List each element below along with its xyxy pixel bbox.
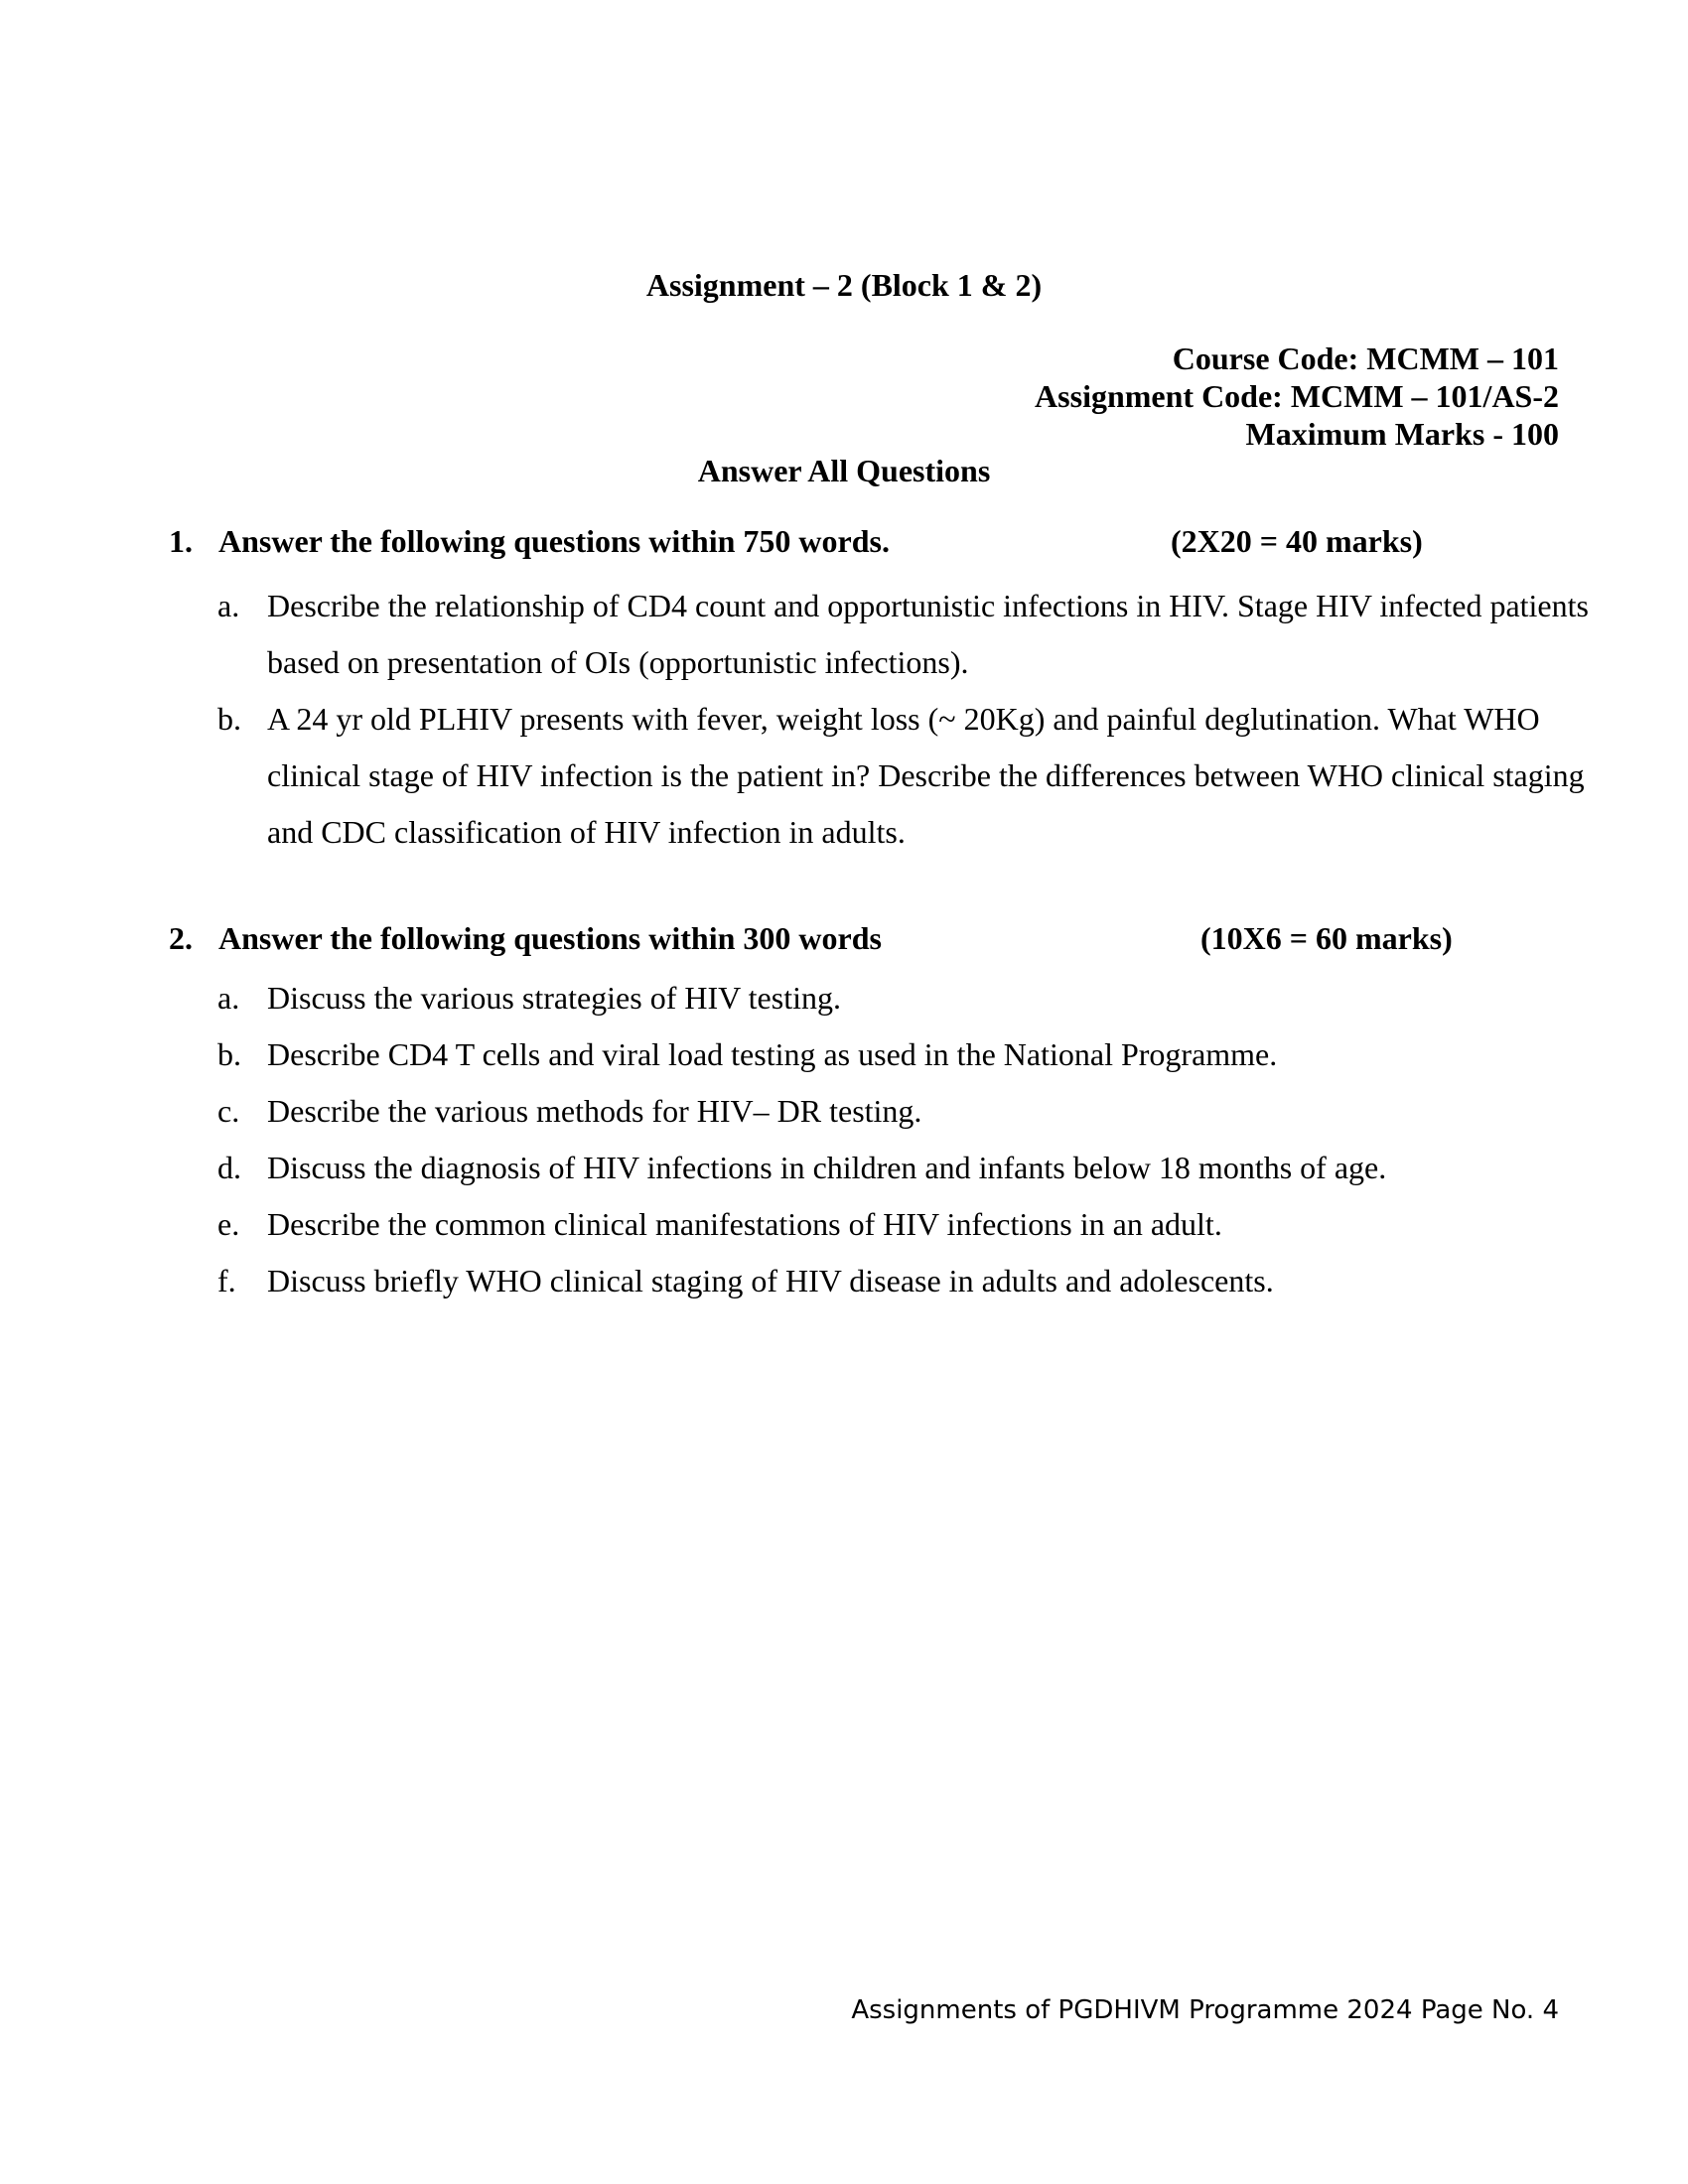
subquestion-letter: c.: [217, 1093, 240, 1129]
subquestion-letter: b.: [217, 701, 241, 737]
list-item: [169, 1196, 1618, 1253]
question-2-heading: [169, 918, 1559, 958]
question-2-marks: (10X6 = 60 marks): [1200, 920, 1453, 956]
subquestion-text: Describe CD4 T cells and viral load testing as used in the National Programme.: [267, 1036, 1278, 1072]
question-2-subquestions: [169, 970, 1559, 1309]
assignment-title-text: Assignment – 2 (Block 1 & 2): [645, 267, 1043, 303]
list-item: [169, 578, 1618, 691]
subquestion-text: Discuss briefly WHO clinical staging of HIV disease in adults and adolescents.: [267, 1263, 1274, 1298]
question-1-heading: [169, 521, 1559, 561]
subquestion-letter: a.: [217, 588, 240, 623]
subquestion-letter: e.: [217, 1206, 240, 1242]
page-footer: Assignments of PGDHIVM Programme 2024 Page No. 4: [851, 1995, 1559, 2025]
question-1-text: Answer the following questions within 750 words.: [218, 523, 890, 559]
question-1-subquestions: [169, 578, 1589, 861]
question-2-text: Answer the following questions within 300 words: [218, 920, 882, 956]
course-code: Course Code: MCMM – 101: [1172, 341, 1559, 376]
question-1-number: 1.: [169, 523, 193, 559]
list-item: [169, 1026, 1618, 1083]
assignment-codes-block: [1035, 340, 1559, 453]
maximum-marks: Maximum Marks - 100: [1245, 416, 1559, 452]
subquestion-text: Discuss the diagnosis of HIV infections in children and infants below 18 months of age.: [267, 1150, 1387, 1185]
list-item: [169, 691, 1618, 861]
question-2: [169, 918, 1559, 1309]
subquestion-text: Describe the various methods for HIV– DR testing.: [267, 1093, 922, 1129]
question-1: [169, 521, 1589, 861]
list-item: [169, 1140, 1618, 1196]
subquestion-text: Describe the common clinical manifestations of HIV infections in an adult.: [267, 1206, 1222, 1242]
assignment-title: [0, 265, 1688, 305]
instruction-heading: [0, 451, 1688, 490]
subquestion-letter: f.: [217, 1263, 236, 1298]
subquestion-text: Discuss the various strategies of HIV testing.: [267, 980, 841, 1016]
subquestion-text: Describe the relationship of CD4 count and opportunistic infections in HIV. Stage HIV infected patients based on presentation of OIs (opportunistic infections).: [267, 588, 1589, 680]
list-item: [169, 970, 1618, 1026]
question-1-marks: (2X20 = 40 marks): [1171, 523, 1423, 559]
subquestion-letter: a.: [217, 980, 240, 1016]
subquestion-letter: b.: [217, 1036, 241, 1072]
assignment-code: Assignment Code: MCMM – 101/AS-2: [1035, 378, 1559, 414]
subquestion-letter: d.: [217, 1150, 241, 1185]
subquestion-text: A 24 yr old PLHIV presents with fever, weight loss (~ 20Kg) and painful deglutination. What WHO clinical stage of HIV infection is the patient in? Describe the differences between WHO clinical staging and CDC classification of HIV infection in adults.: [267, 701, 1585, 850]
list-item: [169, 1083, 1618, 1140]
instruction-text: Answer All Questions: [697, 453, 991, 488]
list-item: [169, 1253, 1618, 1309]
question-2-number: 2.: [169, 920, 193, 956]
